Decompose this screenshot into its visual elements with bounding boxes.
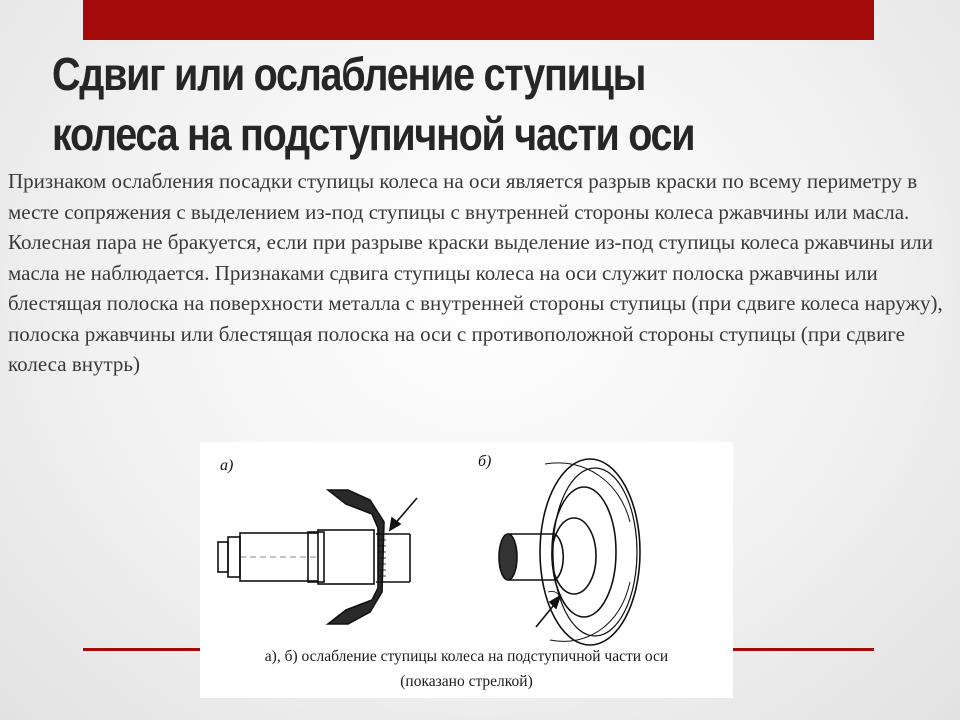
slide-title	[52, 44, 809, 164]
top-accent-bar	[83, 0, 874, 40]
figure-caption-line-1: а), б) ослабление ступицы колеса на подступичной части оси	[264, 648, 669, 665]
label-a: а)	[220, 457, 234, 474]
title-line-1: Сдвиг или ослабление ступицы	[52, 48, 646, 100]
figure-caption-line-2: (показано стрелкой)	[400, 673, 533, 690]
title-line-2: колеса на подступичной части оси	[52, 108, 695, 160]
drawing-a-axle-hub	[218, 490, 417, 624]
illustration-figure	[200, 442, 733, 698]
drawing-b-wheel	[499, 459, 640, 645]
label-b: б)	[478, 453, 492, 470]
wheel-hub-drawing	[200, 442, 733, 647]
body-paragraph: Признаком ослабления посадки ступицы колеса на оси является разрыв краски по всему периметру в месте сопряжения с выделением из-под ступицы с внутренней стороны колеса ржавчины или масла. Колесная пара не бракуется, если при разрыве краски выделение из-под ступицы колеса ржавчины или масла не наблюдается. Признаками сдвига ступицы колеса на оси служит полоска ржавчины или блестящая полоска на поверхности металла с внутренней стороны ступицы (при сдвиге колеса наружу), полоска ржавчины или блестящая полоска на оси с противоположной стороны ступицы (при сдвиге колеса внутрь)	[8, 169, 943, 376]
